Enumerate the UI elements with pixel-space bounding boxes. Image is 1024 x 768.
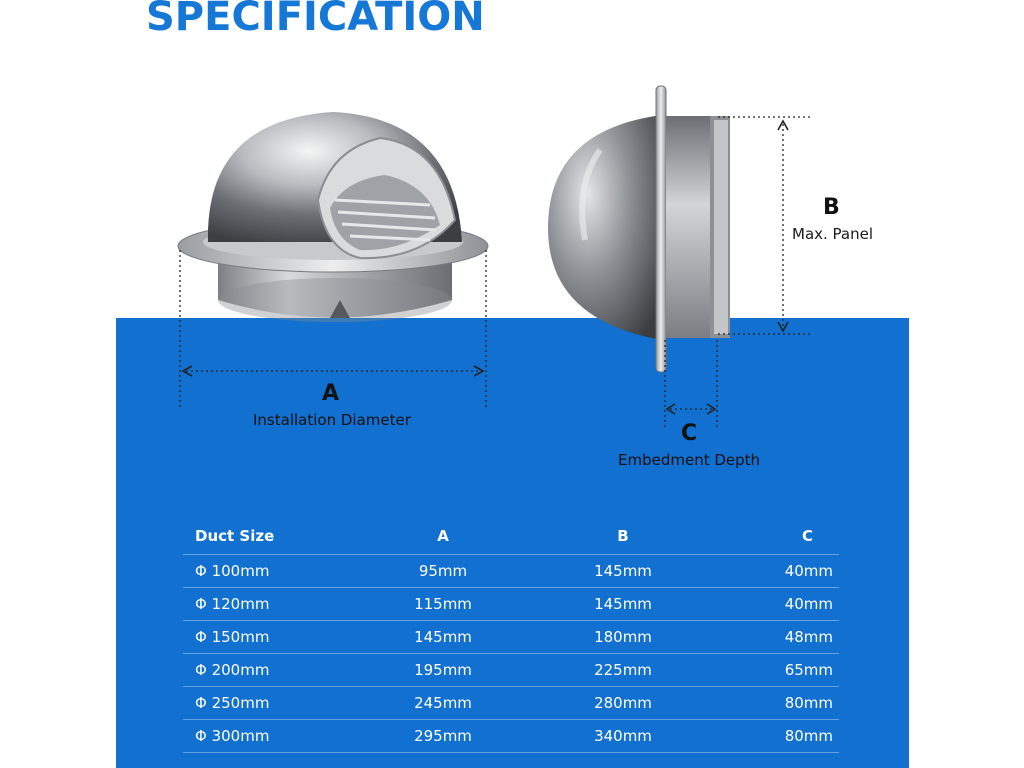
header-duct-size: Duct Size — [195, 526, 275, 545]
front-vent-image — [178, 112, 488, 322]
cell-duct-size: Φ 120mm — [195, 594, 270, 613]
dimension-b-label: Max. Panel — [792, 225, 874, 243]
dimension-b-letter: B — [823, 195, 840, 220]
header-b: B — [617, 526, 629, 545]
cell-c: 80mm — [784, 726, 833, 745]
cell-a: 95mm — [418, 561, 468, 580]
cell-b: 145mm — [594, 594, 652, 613]
cell-c: 65mm — [784, 660, 833, 679]
cell-b: 225mm — [594, 660, 652, 679]
table-row — [183, 686, 839, 719]
cell-c: 40mm — [784, 561, 833, 580]
cell-a: 145mm — [414, 627, 472, 646]
cell-a: 295mm — [414, 726, 472, 745]
cell-a: 115mm — [414, 594, 472, 613]
cell-duct-size: Φ 150mm — [195, 627, 270, 646]
cell-b: 180mm — [594, 627, 652, 646]
cell-a: 245mm — [414, 693, 472, 712]
dimension-a-label: Installation Diameter — [253, 411, 411, 429]
cell-c: 48mm — [784, 627, 833, 646]
cell-b: 340mm — [594, 726, 652, 745]
cell-c: 80mm — [784, 693, 833, 712]
table-row — [183, 554, 839, 587]
cell-c: 40mm — [784, 594, 833, 613]
dimension-c-letter: C — [681, 421, 698, 446]
table-row — [183, 587, 839, 620]
table-row — [183, 653, 839, 686]
dimension-a-letter: A — [322, 381, 340, 406]
specification-table — [183, 518, 839, 753]
side-vent-image — [548, 86, 730, 372]
dimension-c-label: Embedment Depth — [618, 451, 761, 469]
dimension-c-lines — [665, 340, 717, 430]
cell-duct-size: Φ 200mm — [195, 660, 270, 679]
cell-b: 145mm — [594, 561, 652, 580]
header-a: A — [437, 526, 449, 545]
cell-b: 280mm — [594, 693, 652, 712]
page-title: SPECIFICATION — [146, 0, 485, 40]
table-header-row — [183, 518, 839, 554]
cell-a: 195mm — [414, 660, 472, 679]
table-row — [183, 620, 839, 653]
cell-duct-size: Φ 250mm — [195, 693, 270, 712]
cell-duct-size: Φ 300mm — [195, 726, 270, 745]
header-c: C — [801, 526, 813, 545]
cell-duct-size: Φ 100mm — [195, 561, 270, 580]
table-row — [183, 719, 839, 752]
